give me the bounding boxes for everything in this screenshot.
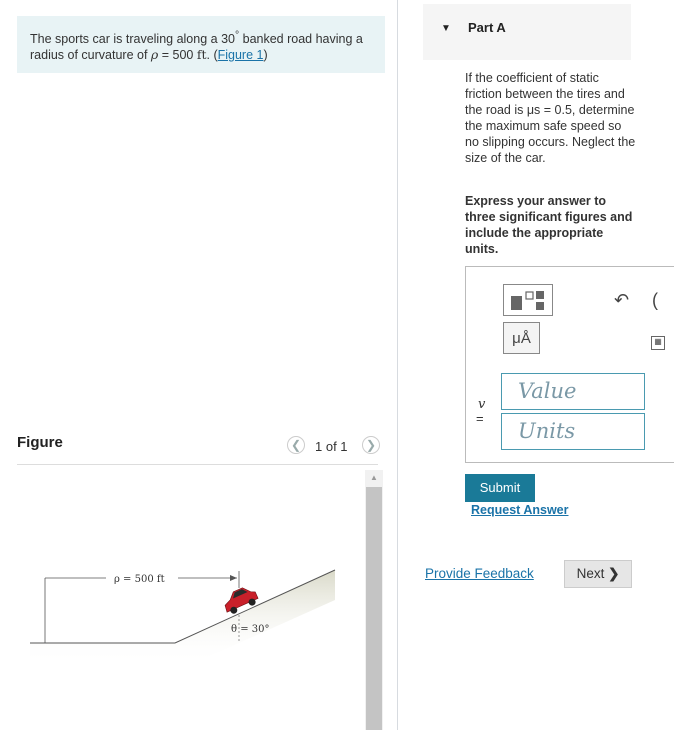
figure-divider xyxy=(17,464,378,465)
angle-label: θ = 30° xyxy=(231,624,270,635)
scrollbar-thumb[interactable] xyxy=(366,487,382,730)
problem-text-part: = 500 xyxy=(158,48,197,63)
panel-divider xyxy=(397,0,398,730)
figure-link[interactable]: Figure 1 xyxy=(217,48,264,63)
question-text: If the coefficient of static friction between the tires and the road is μs = 0.5, determine the maximum safe speed so no slipping occurs. Neglect the size of the car. xyxy=(465,71,636,165)
rho-symbol: ρ xyxy=(150,47,159,63)
figure-title: Figure xyxy=(17,434,63,451)
radius-label: ρ = 500 ft xyxy=(114,574,165,585)
problem-text xyxy=(30,28,380,63)
submit-button[interactable]: Submit xyxy=(465,474,535,502)
problem-statement xyxy=(17,16,385,73)
provide-feedback-link[interactable]: Provide Feedback xyxy=(425,566,534,581)
next-label: Next xyxy=(576,566,605,581)
part-a-header[interactable] xyxy=(423,4,631,60)
value-input[interactable]: Value xyxy=(501,373,645,410)
equals-sign: = xyxy=(476,411,484,426)
templates-button[interactable] xyxy=(503,284,553,316)
figure-pager: 1 of 1 xyxy=(315,439,348,454)
units-button[interactable]: μÅ xyxy=(503,322,540,354)
chevron-right-icon: ❯ xyxy=(365,438,377,452)
problem-text-part: . ( xyxy=(206,48,218,63)
templates-icon xyxy=(504,285,552,315)
collapse-triangle-icon[interactable]: ▼ xyxy=(441,23,451,34)
next-figure-button[interactable] xyxy=(362,436,380,454)
radius-arrow xyxy=(230,575,237,581)
prev-figure-button[interactable] xyxy=(287,436,305,454)
degree-symbol: ° xyxy=(234,30,240,41)
chevron-right-icon: ❯ xyxy=(608,566,620,581)
part-title: Part A xyxy=(468,20,506,35)
next-button[interactable] xyxy=(564,560,632,588)
problem-text-part: ) xyxy=(263,48,268,63)
redo-icon[interactable]: ( xyxy=(652,290,658,310)
chevron-left-icon: ❮ xyxy=(290,438,302,452)
scroll-up-arrow-icon[interactable]: ▲ xyxy=(365,470,383,486)
unit-ft: ft xyxy=(196,47,207,63)
figure-diagram xyxy=(30,540,350,670)
units-input[interactable]: Units xyxy=(501,413,645,450)
undo-icon[interactable]: ↶ xyxy=(614,290,630,310)
problem-text-part: The sports car is traveling along a 30 xyxy=(30,32,235,47)
variable-label: v xyxy=(478,397,486,412)
instruction-text: Express your answer to three significant figures and include the appropriate units. xyxy=(465,194,633,256)
request-answer-link[interactable]: Request Answer xyxy=(471,503,569,517)
keyboard-icon[interactable]: ▦ xyxy=(651,336,665,350)
problem-text-part: banked road having a radius of curvature of xyxy=(30,32,363,63)
ground-shading xyxy=(30,570,335,665)
